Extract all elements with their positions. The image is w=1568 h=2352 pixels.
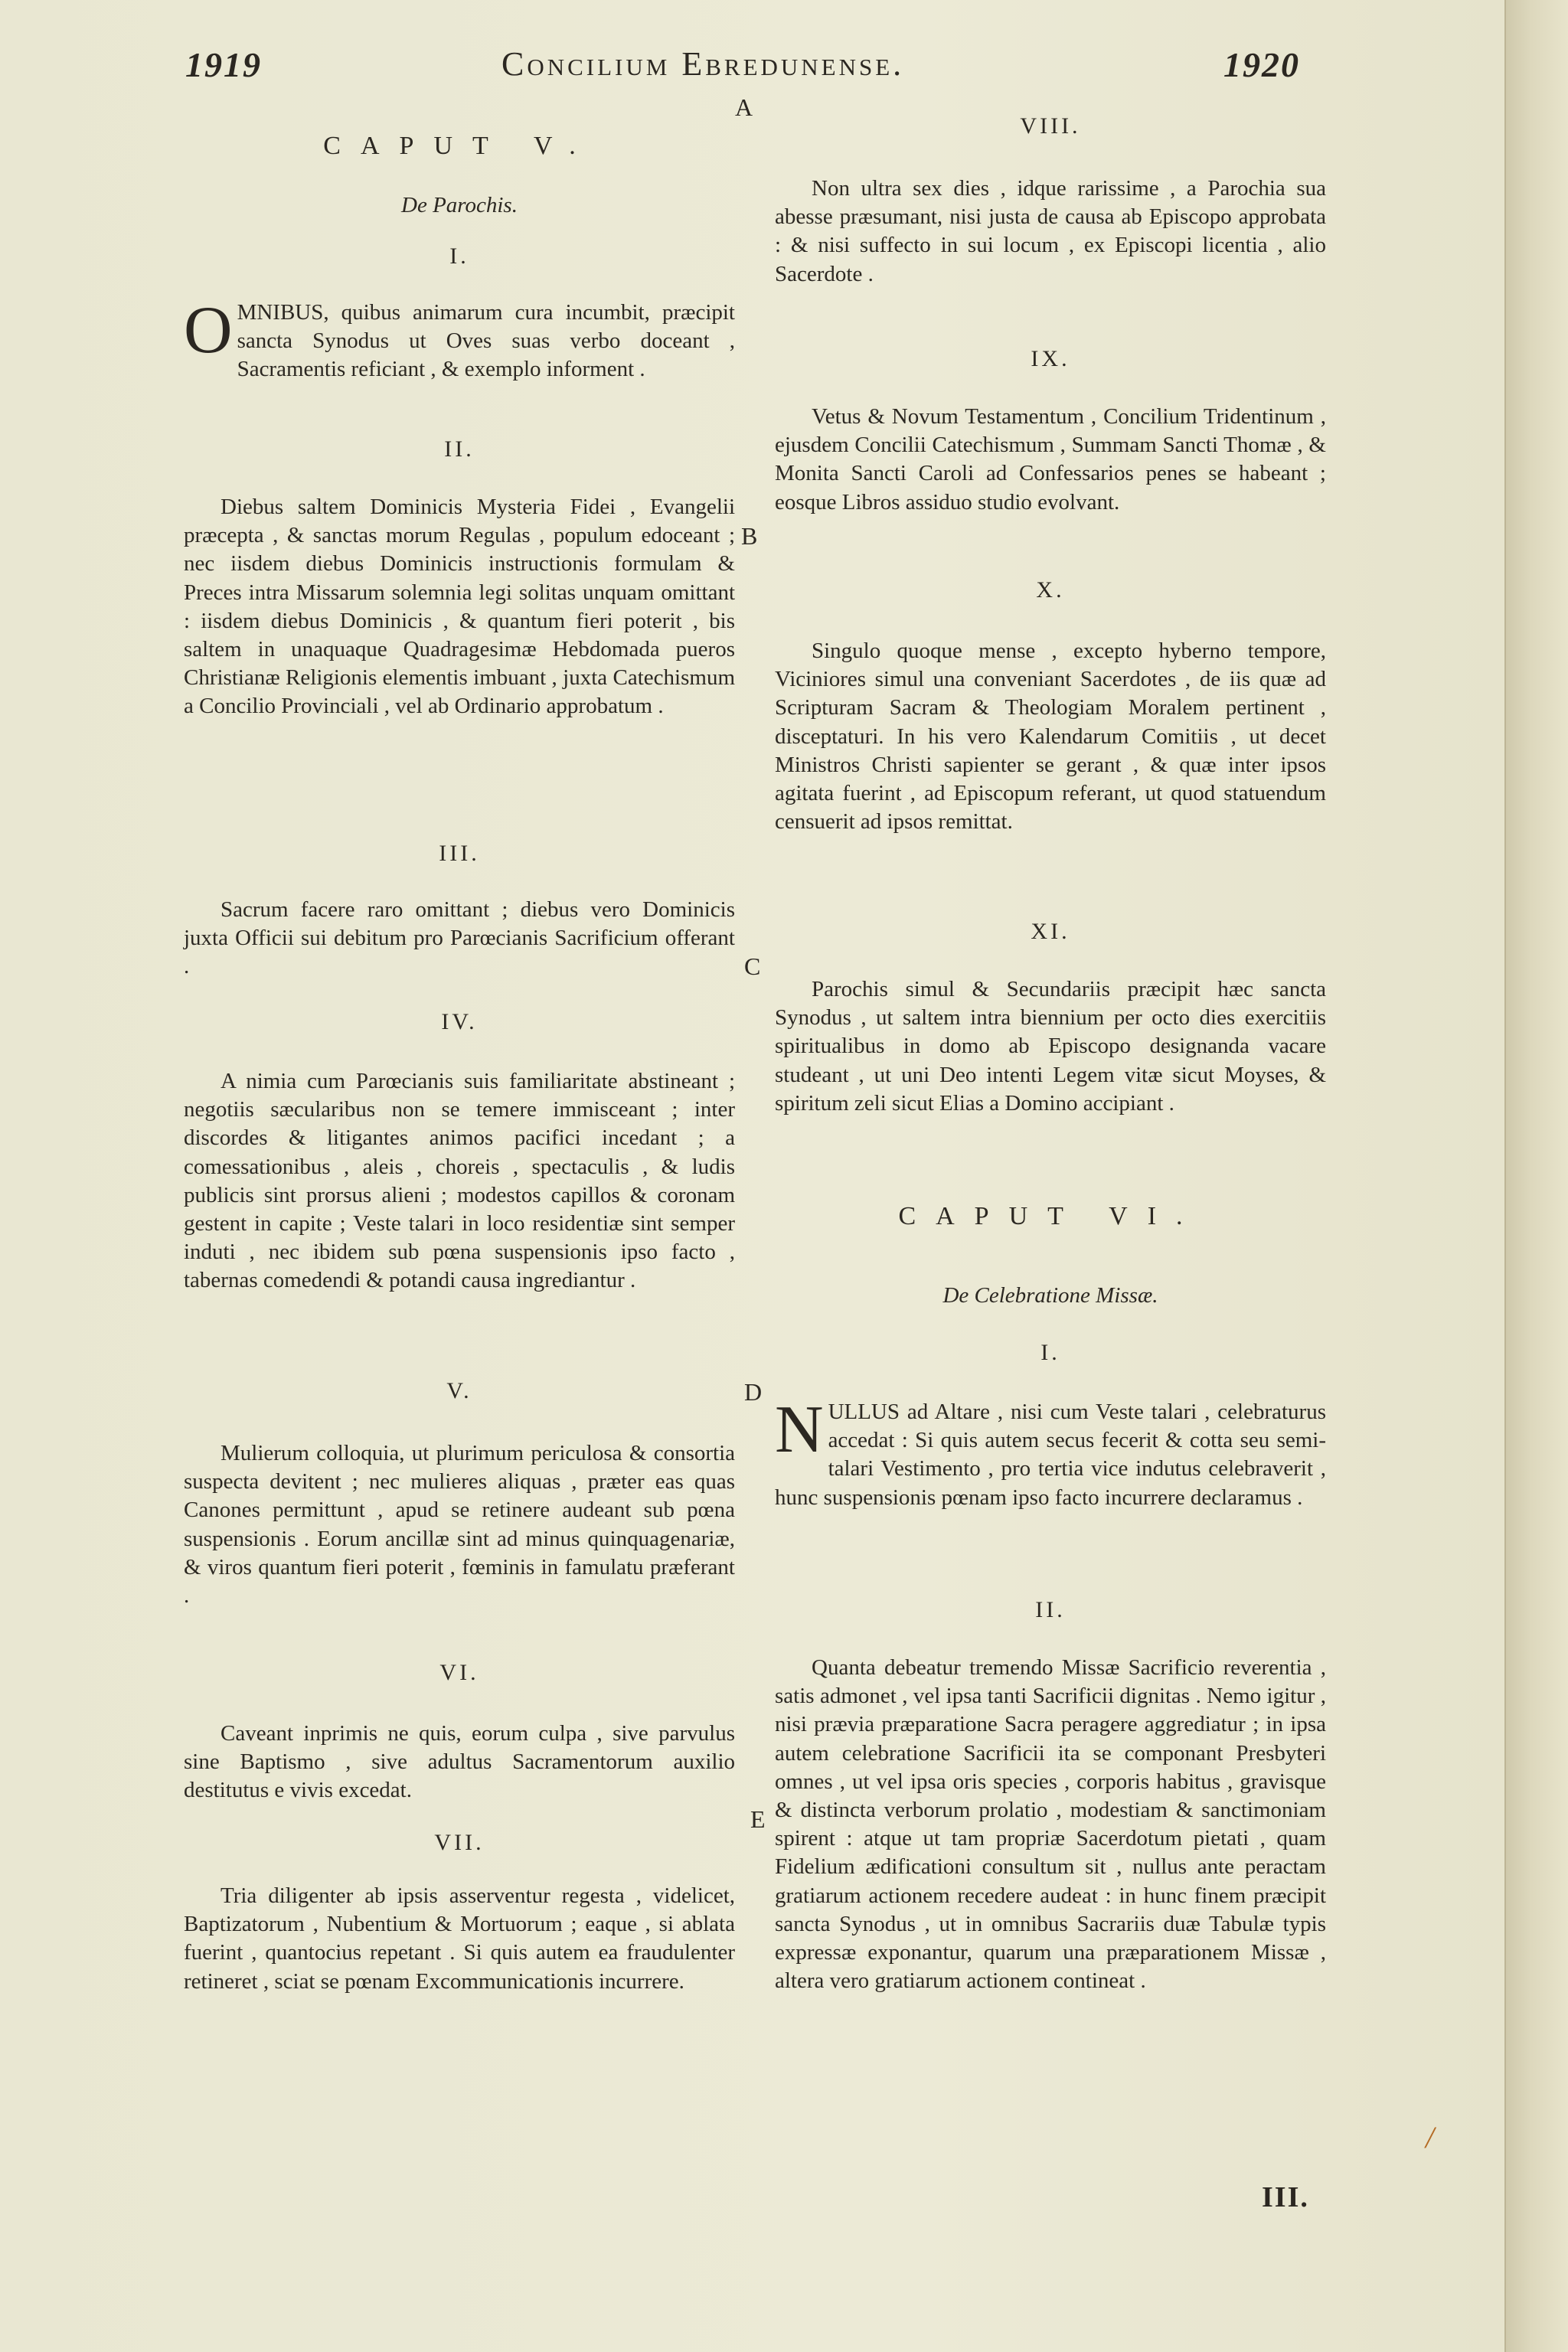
section-text: Caveant inprimis ne quis, eorum culpa , sive parvulus sine Baptismo , sive adultus Sacramentorum auxilio destitutus e vivis excedat. — [184, 1721, 735, 1803]
section-number: VII. — [434, 1830, 485, 1855]
chapter-subtitle: De Celebratione Missæ. — [942, 1283, 1158, 1308]
chapter-heading: CAPUT V. — [323, 132, 596, 160]
section-text: A nimia cum Parœcianis suis familiaritate abstineant ; negotiis sæcularibus non se temere immisceant ; inter discordes & litigantes animos pacifici incedant ; a comessationibus , aleis , choreis , spectaculis , & ludis publicis sint prorsus alieni ; modestos capillos & coronam gestent in capite ; Veste talari in loco residentiæ sint semper induti , nec ibidem sub pœna suspensionis ipso facto , tabernas comedendi & potandi causa ingrediantur . — [184, 1069, 735, 1293]
margin-letter-b: B — [741, 522, 758, 550]
margin-letter-e: E — [750, 1805, 766, 1833]
page-edge — [1504, 0, 1568, 2352]
page-number-right: 1920 — [1223, 45, 1300, 84]
section-text: NULLUS ad Altare , nisi cum Veste talari , celebraturus accedat : Si quis autem secus fecerit & cotta seu semi-talari Vestimento , pro tertia vice indutus celebraverit , hunc suspensionis pœnam ipso facto incurrere declaramus . — [775, 1393, 1326, 1510]
section-number: IV. — [441, 1009, 478, 1034]
margin-pencil-mark: / — [1426, 2120, 1435, 2154]
section-number: II. — [444, 436, 475, 462]
section-number: IX. — [1031, 346, 1070, 371]
drop-cap: N — [775, 1393, 824, 1467]
section-number: V. — [446, 1378, 472, 1403]
section-text: Parochis simul & Secundariis præcipit hæc sancta Synodus , ut saltem intra biennium per octo dies exercitiis spiritualibus in domo ab Episcopo designanda vacare studeant , ut uni Deo intenti Legem vitæ sicut Moyses, & spiritum zeli sicut Elias a Domino accipiant . — [775, 977, 1326, 1116]
running-head — [0, 44, 1504, 90]
section-text: Non ultra sex dies , idque rarissime , a Parochia sua abesse præsumant, nisi justa de causa ab Episcopo approbata : & nisi suffecto in sui locum , ex Episcopi licentia , alio Sacerdote . — [775, 176, 1326, 286]
section-text: Sacrum facere raro omittant ; diebus vero Dominicis juxta Officii sui debitum pro Parœcianis Sacrificium offerant . — [184, 897, 735, 979]
margin-letter-d: D — [744, 1378, 763, 1406]
section-text: Vetus & Novum Testamentum , Concilium Tridentinum , ejusdem Concilii Catechismum , Summam Sancti Thomæ , & Monita Sancti Caroli ad Confessarios penes se habeant ; eosque Libros assiduo studio evolvant. — [775, 404, 1326, 514]
catchword: III. — [1262, 2181, 1309, 2213]
section-text: Quanta debeatur tremendo Missæ Sacrificio reverentia , satis admonet , vel ipsa tanti Sacrificii dignitas . Nemo igitur , nisi prævia præparatione Sacra peragere aggrediatur ; in ipsa autem celebratione Sacrificii ita se componant Presbyteri omnes , ut vel ipsa oris species , corporis habitus , gravisque & distincta verborum prolatio , modestiam & sanctimoniam spirent : atque ut tam propriæ Sacerdotum pietati , quam Fidelium ædificationi consultum sit , nullus ante peractam gratiarum actionem recedere audeat : in hunc finem præcipit sancta Synodus , ut in omnibus Sacrariis duæ Tabulæ typis expressæ exponantur, quarum una præparationem Missæ , altera vero gratiarum actionem contineat . — [775, 1655, 1326, 1994]
margin-letter-a: A — [735, 93, 753, 121]
section-text: Mulierum colloquia, ut plurimum periculosa & consortia suspecta devitent ; nec mulieres aliquas , præter eas quas Canones permittunt , apud se retinere audeant sub pœna suspensionis . Eorum ancillæ sint ad minus quinquagenariæ, & viros quantum fieri poterit , fœminis in famulatu præferant . — [184, 1441, 735, 1609]
section-text: Tria diligenter ab ipsis asserventur regesta , videlicet, Baptizatorum , Nubentium & Mortuorum ; eaque , si ablata fuerint , quantocius repetant . Si quis autem ea fraudulenter retineret , sciat se pœnam Excommunicationis incurrere. — [184, 1883, 735, 1994]
section-number: VIII. — [1020, 113, 1081, 139]
section-number: II. — [1035, 1597, 1066, 1622]
margin-letter-c: C — [744, 952, 761, 980]
section-text: OMNIBUS, quibus animarum cura incumbit, præcipit sancta Synodus ut Oves suas verbo doceant , Sacramentis reficiant , & exemplo informent . — [184, 293, 735, 382]
page-number-left: 1919 — [185, 45, 262, 84]
chapter-heading: CAPUT VI. — [898, 1202, 1203, 1230]
section-text: Diebus saltem Dominicis Mysteria Fidei , Evangelii præcepta , & sanctas morum Regulas , populum edoceant ; nec iisdem diebus Dominicis instructionis formulam & Preces intra Missarum solemnia legi solitas unquam omittant : iisdem diebus Dominicis , & quantum fieri poterit , bis saltem in unaquaque Quadragesimæ Hebdomada pueros Christianæ Religionis elementis imbuant , juxta Catechismum a Concilio Provinciali , vel ab Ordinario approbatum . — [184, 495, 735, 719]
section-number: I. — [1040, 1340, 1060, 1365]
section-number: XI. — [1031, 919, 1070, 944]
chapter-subtitle: De Parochis. — [401, 193, 518, 217]
section-number: X. — [1036, 577, 1065, 603]
section-number: VI. — [439, 1660, 479, 1685]
section-text: Singulo quoque mense , excepto hyberno tempore, Viciniores simul una conveniant Sacerdotes , de iis quæ ad Scripturam Sacram & Theologiam Moralem pertinent , disceptaturi. In his vero Kalendarum Comitiis , ut decet Ministros Christi sapienter se gerant , & quæ inter ipsos agitata fuerint , ad Episcopum referant, ut quod statuendum censuerit ad ipsos remittat. — [775, 639, 1326, 835]
drop-cap: O — [184, 293, 233, 368]
section-number: I. — [449, 243, 469, 269]
running-title: Concilium Ebredunense. — [501, 45, 905, 83]
section-number: III. — [439, 841, 480, 866]
